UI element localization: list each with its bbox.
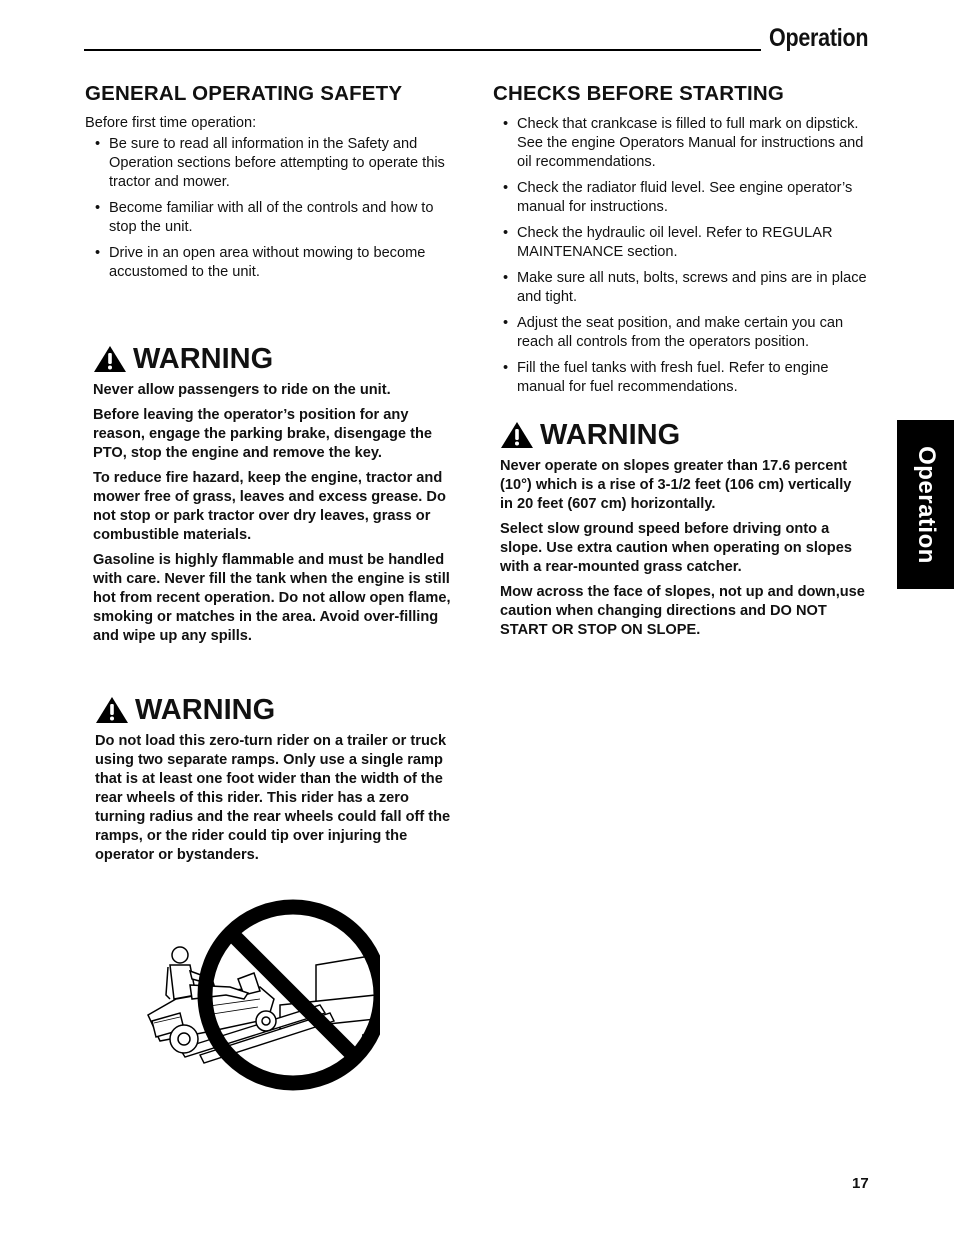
warning-text: Mow across the face of slopes, not up and down,use caution when changing directions and DO NOT START OR STOP ON SLOPE.: [500, 584, 865, 638]
warning-box: [95, 694, 455, 865]
warning-title: WARNING: [540, 419, 681, 451]
list-item: • Drive in an open area without mowing to become accustomed to the unit.: [85, 244, 465, 282]
section-heading: CHECKS BEFORE STARTING: [493, 82, 785, 105]
list-item: • Check the hydraulic oil level. Refer to REGULAR MAINTENANCE section.: [493, 224, 868, 262]
section-heading: GENERAL OPERATING SAFETY: [85, 82, 403, 105]
section-side-tab: [897, 420, 954, 589]
warning-text: Never allow passengers to ride on the unit.: [93, 382, 391, 398]
list-item: • Make sure all nuts, bolts, screws and pins are in place and tight.: [493, 269, 868, 307]
warning-box: [93, 343, 455, 646]
warning-title: WARNING: [133, 343, 274, 375]
page-number: 17: [852, 1175, 869, 1192]
warning-header: [95, 694, 455, 726]
warning-header: [93, 343, 455, 375]
list-item: • Check that crankcase is filled to full mark on dipstick. See the engine Operators Manual for instructions and oil recommendations.: [493, 115, 868, 172]
list-item: • Fill the fuel tanks with fresh fuel. Refer to engine manual for fuel recommendations.: [493, 359, 868, 397]
warning-triangle-icon: [500, 421, 534, 449]
warning-text: Do not load this zero-turn rider on a trailer or truck using two separate ramps. Only use a single ramp that is at least one foot wider than the width of the rear wheels of this rider. This rider has a zero turning radius and the rear wheels could fall off the ramps, or the rider could tip over injuring the operator or bystanders.: [95, 733, 451, 863]
no-loading-on-two-ramps-illustration: [140, 895, 380, 1095]
list-item: • Adjust the seat position, and make certain you can reach all controls from the operators position.: [493, 314, 868, 352]
warning-triangle-icon: [95, 696, 129, 724]
header-rule: [84, 49, 761, 51]
general-operating-safety-section: [85, 82, 465, 289]
warning-text: Gasoline is highly flammable and must be handled with care. Never fill the tank when the engine is still hot from recent operation. Do not allow open flame, smoking or matches in the area. Avoid over-filling and wipe up any spills.: [93, 552, 451, 644]
warning-title: WARNING: [135, 694, 276, 726]
side-tab-label: Operation: [912, 445, 940, 564]
bullet-list: [493, 115, 868, 397]
bullet-list: [85, 135, 465, 282]
warning-text: Select slow ground speed before driving onto a slope. Use extra caution when operating on slopes with a rear-mounted grass catcher.: [500, 521, 852, 575]
warning-text: To reduce fire hazard, keep the engine, tractor and mower free of grass, leaves and excess grease. Do not stop or park tractor over dry leaves, grass or combustible materials.: [93, 470, 446, 543]
warning-text: Never operate on slopes greater than 17.6 percent (10°) which is a rise of 3-1/2 feet (106 cm) vertically in 20 feet (607 cm) horizontally.: [500, 458, 852, 512]
list-item: • Check the radiator fluid level. See engine operator’s manual for instructions.: [493, 179, 868, 217]
list-item: • Become familiar with all of the controls and how to stop the unit.: [85, 199, 465, 237]
warning-header: [500, 419, 868, 451]
page-section-title: Operation: [769, 24, 869, 52]
warning-triangle-icon: [93, 345, 127, 373]
warning-box: [500, 419, 868, 640]
checks-before-starting-section: [493, 82, 868, 404]
list-item: • Be sure to read all information in the Safety and Operation sections before attempting to operate this tractor and mower.: [85, 135, 465, 192]
warning-text: Before leaving the operator’s position for any reason, engage the parking brake, disengage the PTO, stop the engine and remove the key.: [93, 407, 432, 461]
intro-text: Before first time operation:: [85, 115, 257, 131]
